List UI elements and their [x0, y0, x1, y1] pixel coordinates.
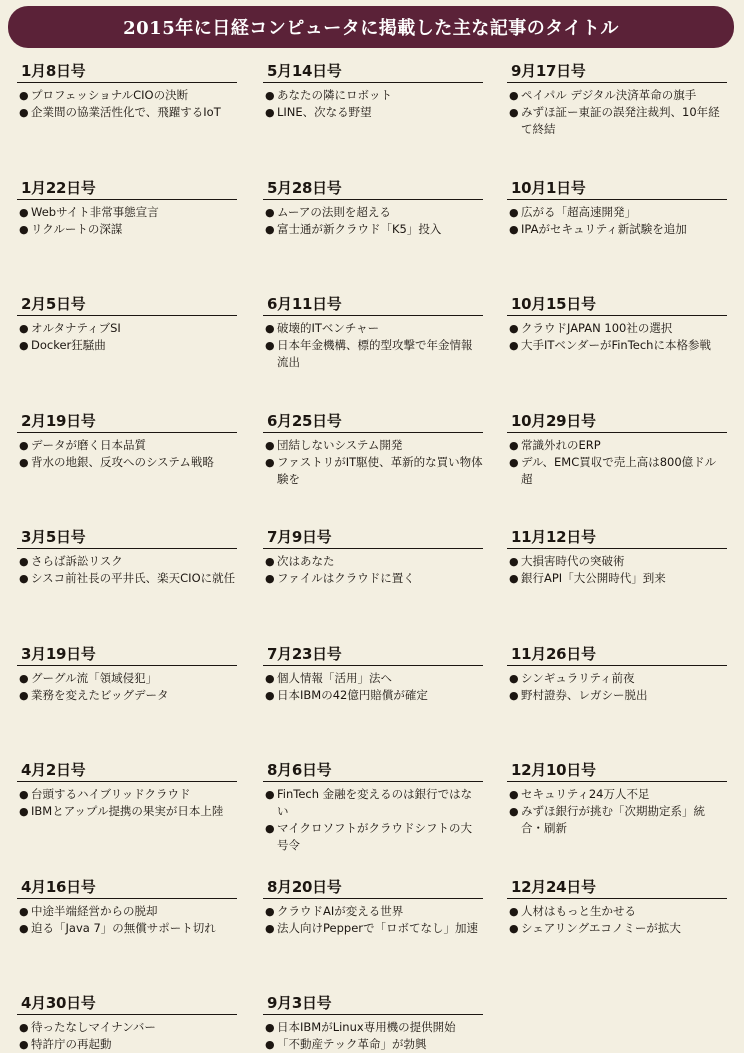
- article-item: [507, 920, 727, 937]
- bullet-icon: ●: [19, 106, 29, 119]
- bullet-icon: ●: [509, 455, 519, 469]
- page-title: 2015年に日経コンピュータに掲載した主な記事のタイトル: [123, 18, 619, 39]
- bullet-icon: ●: [265, 822, 275, 835]
- bullet-icon: ●: [19, 671, 29, 685]
- issue-date: 12月10日号: [507, 759, 727, 782]
- issue-block: [263, 293, 483, 371]
- issue-date: 7月9日号: [263, 526, 483, 549]
- article-item: [263, 820, 483, 854]
- article-title: 常識外れのERP: [521, 437, 601, 452]
- issue-block: [507, 293, 727, 354]
- article-item: [17, 570, 237, 587]
- article-item: [17, 221, 237, 238]
- bullet-icon: ●: [265, 339, 275, 352]
- issue-block: [17, 293, 237, 354]
- bullet-icon: ●: [19, 688, 29, 702]
- article-item: [17, 337, 237, 354]
- bullet-icon: ●: [265, 322, 275, 335]
- issue-date: 3月19日号: [17, 643, 237, 666]
- issue-date: 5月28日号: [263, 177, 483, 200]
- article-item: [17, 1036, 237, 1053]
- issue-columns: [0, 60, 744, 1051]
- issue-block: [507, 410, 727, 488]
- article-title: Webサイト非常事態宣言: [31, 204, 159, 219]
- article-title: シェアリングエコノミーが拡大: [521, 920, 681, 935]
- bullet-icon: ●: [19, 89, 29, 102]
- issue-date: 1月22日号: [17, 177, 237, 200]
- issue-block: [263, 759, 483, 854]
- issue-date: 12月24日号: [507, 876, 727, 899]
- article-title: 特許庁の再起動: [31, 1037, 112, 1051]
- bullet-icon: ●: [19, 921, 29, 935]
- issue-block: [263, 876, 483, 937]
- issue-date: 8月20日号: [263, 876, 483, 899]
- issue-date: 10月29日号: [507, 410, 727, 433]
- article-title: 大損害時代の突破術: [521, 554, 625, 568]
- bullet-icon: ●: [19, 322, 29, 335]
- article-item: [17, 553, 237, 570]
- bullet-icon: ●: [265, 671, 275, 685]
- bullet-icon: ●: [19, 1021, 29, 1034]
- article-title: 日本年金機構、標的型攻撃で年金情報流出: [277, 338, 473, 369]
- article-item: [263, 786, 483, 820]
- bullet-icon: ●: [509, 106, 519, 119]
- issue-date: 4月16日号: [17, 876, 237, 899]
- article-title: マイクロソフトがクラウドシフトの大号令: [277, 821, 473, 852]
- issue-block: [17, 759, 237, 820]
- bullet-icon: ●: [265, 1038, 275, 1051]
- article-title: 「不動産テック革命」が勃興: [277, 1037, 427, 1051]
- issue-date: 4月2日号: [17, 759, 237, 782]
- bullet-icon: ●: [509, 89, 519, 102]
- article-title: 野村證券、レガシー脱出: [521, 687, 648, 702]
- article-item: [507, 553, 727, 570]
- bullet-icon: ●: [19, 788, 29, 801]
- article-title: グーグル流「領域侵犯」: [31, 670, 158, 685]
- article-title: 企業間の協業活性化で、飛躍するIoT: [31, 105, 221, 119]
- article-title: オルタナティブSI: [31, 321, 121, 335]
- bullet-icon: ●: [265, 205, 275, 219]
- issue-date: 9月17日号: [507, 60, 727, 83]
- bullet-icon: ●: [265, 555, 275, 568]
- bullet-icon: ●: [19, 555, 29, 568]
- article-item: [17, 454, 237, 471]
- issue-block: [263, 60, 483, 121]
- article-item: [263, 570, 483, 587]
- article-item: [263, 87, 483, 104]
- bullet-icon: ●: [19, 339, 29, 352]
- issue-date: 7月23日号: [263, 643, 483, 666]
- issue-block: [507, 526, 727, 587]
- issue-block: [507, 876, 727, 937]
- issue-block: [17, 526, 237, 587]
- bullet-icon: ●: [509, 805, 519, 818]
- issue-date: 5月14日号: [263, 60, 483, 83]
- issue-block: [507, 759, 727, 837]
- issue-block: [17, 876, 237, 937]
- article-item: [263, 687, 483, 704]
- issue-block: [263, 410, 483, 488]
- article-title: ペイパル デジタル決済革命の旗手: [521, 88, 697, 102]
- article-title: 富士通が新クラウド「K5」投入: [277, 221, 442, 236]
- article-title: シスコ前社長の平井氏、楽天CIOに就任: [31, 571, 236, 585]
- article-title: ムーアの法則を超える: [277, 204, 391, 219]
- article-title: さらば訴訟リスク: [31, 554, 123, 568]
- article-item: [263, 104, 483, 121]
- article-item: [17, 204, 237, 221]
- article-item: [507, 337, 727, 354]
- issue-date: 11月26日号: [507, 643, 727, 666]
- issue-date: 1月8日号: [17, 60, 237, 83]
- article-title: 日本IBMの42億円賠償が確定: [277, 687, 428, 702]
- article-item: [17, 903, 237, 920]
- bullet-icon: ●: [265, 904, 275, 918]
- article-item: [17, 104, 237, 121]
- bullet-icon: ●: [509, 671, 519, 685]
- issue-date: 3月5日号: [17, 526, 237, 549]
- article-title: みずほ銀行が挑む「次期勘定系」統合・刷新: [521, 804, 705, 835]
- bullet-icon: ●: [265, 222, 275, 236]
- article-title: みずほ証ー東証の誤発注裁判、10年経て終結: [521, 105, 720, 136]
- issue-block: [17, 992, 237, 1053]
- issue-date: 11月12日号: [507, 526, 727, 549]
- article-title: 日本IBMがLinux専用機の提供開始: [277, 1020, 456, 1034]
- article-item: [507, 87, 727, 104]
- issue-date: 2月19日号: [17, 410, 237, 433]
- issue-date: 2月5日号: [17, 293, 237, 316]
- article-title: 次はあなた: [277, 554, 335, 568]
- article-item: [507, 670, 727, 687]
- issue-block: [17, 177, 237, 238]
- bullet-icon: ●: [19, 222, 29, 236]
- issue-date: 10月15日号: [507, 293, 727, 316]
- bullet-icon: ●: [265, 572, 275, 585]
- bullet-icon: ●: [19, 205, 29, 219]
- article-title: IBMとアップル提携の果実が日本上陸: [31, 804, 224, 818]
- bullet-icon: ●: [509, 438, 519, 452]
- article-item: [263, 337, 483, 371]
- article-title: デル、EMC買収で売上高は800億ドル超: [521, 454, 717, 486]
- article-title: セキュリティ24万人不足: [521, 787, 650, 801]
- bullet-icon: ●: [509, 555, 519, 568]
- article-item: [17, 87, 237, 104]
- bullet-icon: ●: [509, 205, 519, 219]
- article-item: [17, 687, 237, 704]
- article-title: 団結しないシステム開発: [277, 437, 403, 452]
- article-item: [17, 920, 237, 937]
- article-title: データが磨く日本品質: [31, 437, 146, 452]
- bullet-icon: ●: [509, 222, 519, 236]
- article-title: 背水の地銀、反攻へのシステム戦略: [31, 454, 214, 469]
- bullet-icon: ●: [19, 455, 29, 469]
- bullet-icon: ●: [265, 89, 275, 102]
- article-item: [507, 221, 727, 238]
- bullet-icon: ●: [509, 921, 519, 935]
- article-title: プロフェッショナルCIOの決断: [31, 88, 189, 102]
- issue-date: 10月1日号: [507, 177, 727, 200]
- article-title: シンギュラリティ前夜: [521, 670, 635, 685]
- bullet-icon: ●: [509, 788, 519, 801]
- bullet-icon: ●: [509, 339, 519, 352]
- article-item: [507, 786, 727, 803]
- issue-block: [263, 177, 483, 238]
- issue-date: 8月6日号: [263, 759, 483, 782]
- article-title: 破壊的ITベンチャー: [277, 321, 380, 335]
- article-title: あなたの隣にロボット: [277, 88, 392, 102]
- bullet-icon: ●: [509, 572, 519, 585]
- article-item: [17, 437, 237, 454]
- article-title: 迫る「Java 7」の無償サポート切れ: [31, 920, 216, 935]
- article-title: ファイルはクラウドに置く: [277, 571, 415, 585]
- article-title: 台頭するハイブリッドクラウド: [31, 787, 191, 801]
- article-title: クラウドAIが変える世界: [277, 903, 404, 918]
- issue-block: [507, 177, 727, 238]
- article-item: [507, 803, 727, 837]
- article-title: リクルートの深謀: [31, 221, 123, 236]
- article-title: 大手ITベンダーがFinTechに本格参戦: [521, 338, 711, 352]
- article-item: [507, 454, 727, 488]
- article-item: [263, 553, 483, 570]
- article-item: [263, 454, 483, 488]
- article-item: [263, 204, 483, 221]
- article-item: [263, 1019, 483, 1036]
- article-item: [507, 687, 727, 704]
- bullet-icon: ●: [265, 438, 275, 452]
- bullet-icon: ●: [265, 788, 275, 801]
- article-title: ファストリがIT駆使、革新的な買い物体験を: [277, 454, 483, 486]
- article-item: [263, 221, 483, 238]
- issue-date: 6月11日号: [263, 293, 483, 316]
- article-title: 広がる「超高速開発」: [521, 204, 636, 219]
- article-title: クラウドJAPAN 100社の選択: [521, 321, 673, 335]
- article-item: [263, 320, 483, 337]
- bullet-icon: ●: [265, 921, 275, 935]
- bullet-icon: ●: [19, 438, 29, 452]
- bullet-icon: ●: [19, 572, 29, 585]
- article-title: FinTech 金融を変えるのは銀行ではない: [277, 787, 473, 818]
- bullet-icon: ●: [265, 106, 275, 119]
- bullet-icon: ●: [19, 1038, 29, 1051]
- bullet-icon: ●: [19, 904, 29, 918]
- article-item: [17, 1019, 237, 1036]
- bullet-icon: ●: [509, 322, 519, 335]
- article-title: 待ったなしマイナンバー: [31, 1020, 156, 1034]
- issue-block: [507, 60, 727, 138]
- issue-block: [17, 410, 237, 471]
- article-title: 業務を変えたビッグデータ: [31, 687, 169, 702]
- article-title: IPAがセキュリティ新試験を追加: [521, 221, 687, 236]
- issue-block: [17, 60, 237, 121]
- issue-block: [263, 992, 483, 1053]
- article-item: [507, 903, 727, 920]
- bullet-icon: ●: [509, 904, 519, 918]
- article-item: [507, 570, 727, 587]
- article-item: [17, 320, 237, 337]
- article-title: 個人情報「活用」法へ: [277, 670, 392, 685]
- issue-block: [507, 643, 727, 704]
- issue-date: 4月30日号: [17, 992, 237, 1015]
- article-title: 法人向けPepperで「ロボてなし」加速: [277, 920, 479, 935]
- article-title: 人材はもっと生かせる: [521, 903, 636, 918]
- article-item: [17, 786, 237, 803]
- bullet-icon: ●: [19, 805, 29, 818]
- issue-block: [17, 643, 237, 704]
- article-item: [263, 437, 483, 454]
- article-item: [507, 104, 727, 138]
- article-item: [263, 903, 483, 920]
- article-item: [507, 320, 727, 337]
- bullet-icon: ●: [509, 688, 519, 702]
- issue-date: 6月25日号: [263, 410, 483, 433]
- article-title: 中途半端経営からの脱却: [31, 903, 158, 918]
- issue-block: [263, 526, 483, 587]
- article-item: [17, 670, 237, 687]
- article-item: [263, 920, 483, 937]
- article-title: LINE、次なる野望: [277, 105, 372, 119]
- article-item: [263, 670, 483, 687]
- article-item: [507, 437, 727, 454]
- bullet-icon: ●: [265, 455, 275, 469]
- bullet-icon: ●: [265, 688, 275, 702]
- bullet-icon: ●: [265, 1021, 275, 1034]
- article-title: Docker狂騒曲: [31, 338, 106, 352]
- article-item: [17, 803, 237, 820]
- article-item: [263, 1036, 483, 1053]
- article-title: 銀行API「大公開時代」到来: [521, 571, 666, 585]
- article-item: [507, 204, 727, 221]
- issue-block: [263, 643, 483, 704]
- issue-date: 9月3日号: [263, 992, 483, 1015]
- title-banner: [8, 6, 734, 48]
